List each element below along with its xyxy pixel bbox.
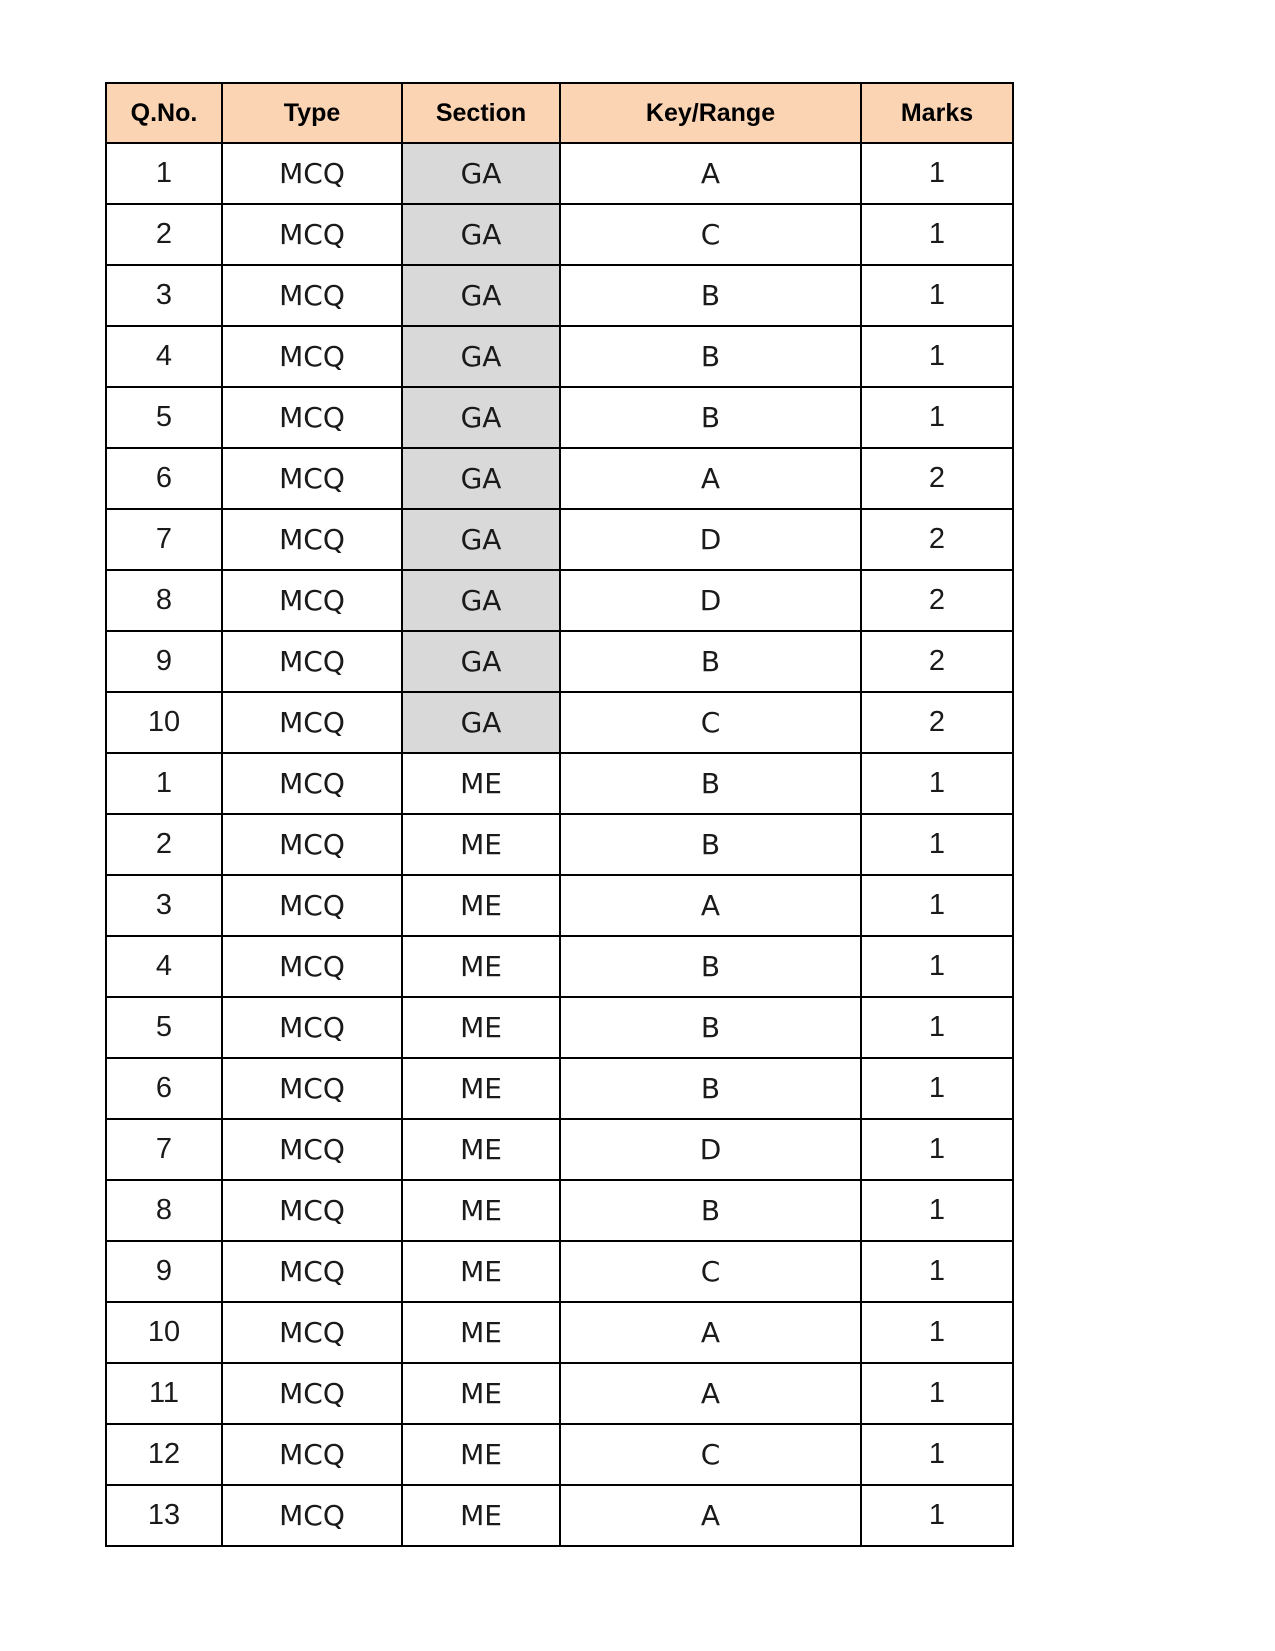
cell-type: MCQ <box>222 997 402 1058</box>
cell-key: B <box>560 326 861 387</box>
table-row <box>106 1485 1013 1546</box>
cell-qno: 9 <box>106 1241 222 1302</box>
cell-marks: 1 <box>861 936 1013 997</box>
cell-qno: 2 <box>106 204 222 265</box>
cell-key: C <box>560 1424 861 1485</box>
cell-section: ME <box>402 1241 560 1302</box>
cell-section: ME <box>402 936 560 997</box>
cell-qno: 5 <box>106 997 222 1058</box>
cell-section: ME <box>402 814 560 875</box>
table-header <box>106 83 1013 143</box>
cell-qno: 1 <box>106 753 222 814</box>
cell-key: A <box>560 448 861 509</box>
table-row <box>106 753 1013 814</box>
cell-qno: 6 <box>106 1058 222 1119</box>
cell-type: MCQ <box>222 509 402 570</box>
cell-section: GA <box>402 631 560 692</box>
cell-key: B <box>560 1180 861 1241</box>
cell-qno: 10 <box>106 1302 222 1363</box>
cell-marks: 1 <box>861 1241 1013 1302</box>
cell-qno: 9 <box>106 631 222 692</box>
table-row <box>106 814 1013 875</box>
cell-marks: 1 <box>861 814 1013 875</box>
cell-key: A <box>560 1485 861 1546</box>
cell-type: MCQ <box>222 814 402 875</box>
cell-type: MCQ <box>222 143 402 204</box>
table-row <box>106 692 1013 753</box>
cell-type: MCQ <box>222 387 402 448</box>
cell-qno: 10 <box>106 692 222 753</box>
table-row <box>106 265 1013 326</box>
cell-marks: 1 <box>861 387 1013 448</box>
table-row <box>106 1302 1013 1363</box>
cell-qno: 7 <box>106 1119 222 1180</box>
cell-section: GA <box>402 265 560 326</box>
cell-marks: 2 <box>861 631 1013 692</box>
cell-marks: 1 <box>861 1424 1013 1485</box>
cell-marks: 1 <box>861 1363 1013 1424</box>
cell-key: C <box>560 692 861 753</box>
cell-key: C <box>560 204 861 265</box>
header-type: Type <box>222 83 402 143</box>
cell-type: MCQ <box>222 1241 402 1302</box>
table-row <box>106 448 1013 509</box>
cell-marks: 1 <box>861 997 1013 1058</box>
cell-type: MCQ <box>222 875 402 936</box>
cell-section: ME <box>402 997 560 1058</box>
cell-key: D <box>560 570 861 631</box>
cell-qno: 13 <box>106 1485 222 1546</box>
cell-type: MCQ <box>222 1119 402 1180</box>
cell-key: B <box>560 753 861 814</box>
table-row <box>106 143 1013 204</box>
cell-marks: 1 <box>861 1180 1013 1241</box>
table-row <box>106 387 1013 448</box>
table-row <box>106 875 1013 936</box>
cell-qno: 8 <box>106 570 222 631</box>
cell-marks: 2 <box>861 570 1013 631</box>
cell-section: GA <box>402 326 560 387</box>
cell-type: MCQ <box>222 936 402 997</box>
cell-type: MCQ <box>222 204 402 265</box>
cell-marks: 1 <box>861 265 1013 326</box>
cell-marks: 1 <box>861 204 1013 265</box>
cell-section: ME <box>402 1424 560 1485</box>
table-row <box>106 326 1013 387</box>
cell-qno: 5 <box>106 387 222 448</box>
cell-section: ME <box>402 1119 560 1180</box>
cell-marks: 1 <box>861 1302 1013 1363</box>
cell-key: D <box>560 509 861 570</box>
cell-type: MCQ <box>222 570 402 631</box>
cell-section: ME <box>402 1180 560 1241</box>
table-body <box>106 143 1013 1546</box>
header-row <box>106 83 1013 143</box>
cell-marks: 1 <box>861 1119 1013 1180</box>
table-row <box>106 1363 1013 1424</box>
table-row <box>106 1058 1013 1119</box>
cell-type: MCQ <box>222 692 402 753</box>
cell-type: MCQ <box>222 1424 402 1485</box>
header-marks: Marks <box>861 83 1013 143</box>
cell-marks: 2 <box>861 509 1013 570</box>
cell-section: ME <box>402 1363 560 1424</box>
cell-section: GA <box>402 448 560 509</box>
cell-type: MCQ <box>222 265 402 326</box>
cell-qno: 1 <box>106 143 222 204</box>
answer-key-table <box>105 82 1014 1547</box>
cell-key: B <box>560 631 861 692</box>
table-row <box>106 570 1013 631</box>
header-section: Section <box>402 83 560 143</box>
cell-qno: 4 <box>106 936 222 997</box>
cell-section: GA <box>402 204 560 265</box>
cell-type: MCQ <box>222 631 402 692</box>
cell-type: MCQ <box>222 1058 402 1119</box>
cell-marks: 1 <box>861 326 1013 387</box>
header-key-range: Key/Range <box>560 83 861 143</box>
cell-type: MCQ <box>222 1180 402 1241</box>
cell-marks: 1 <box>861 1485 1013 1546</box>
cell-marks: 1 <box>861 143 1013 204</box>
cell-marks: 1 <box>861 753 1013 814</box>
cell-section: GA <box>402 387 560 448</box>
cell-section: GA <box>402 692 560 753</box>
cell-key: A <box>560 1302 861 1363</box>
cell-section: ME <box>402 1058 560 1119</box>
cell-section: GA <box>402 570 560 631</box>
cell-section: ME <box>402 875 560 936</box>
cell-key: A <box>560 1363 861 1424</box>
table-row <box>106 631 1013 692</box>
table-row <box>106 1241 1013 1302</box>
cell-key: A <box>560 875 861 936</box>
cell-key: D <box>560 1119 861 1180</box>
cell-key: B <box>560 265 861 326</box>
cell-key: B <box>560 387 861 448</box>
cell-qno: 4 <box>106 326 222 387</box>
table-row <box>106 509 1013 570</box>
header-qno: Q.No. <box>106 83 222 143</box>
cell-marks: 2 <box>861 448 1013 509</box>
table-row <box>106 936 1013 997</box>
cell-type: MCQ <box>222 326 402 387</box>
cell-section: ME <box>402 1485 560 1546</box>
cell-marks: 1 <box>861 1058 1013 1119</box>
cell-section: ME <box>402 753 560 814</box>
cell-type: MCQ <box>222 1363 402 1424</box>
table-row <box>106 204 1013 265</box>
cell-qno: 7 <box>106 509 222 570</box>
cell-section: GA <box>402 509 560 570</box>
cell-type: MCQ <box>222 1485 402 1546</box>
cell-type: MCQ <box>222 1302 402 1363</box>
cell-key: B <box>560 1058 861 1119</box>
table-row <box>106 1424 1013 1485</box>
cell-section: ME <box>402 1302 560 1363</box>
table-row <box>106 1119 1013 1180</box>
cell-qno: 12 <box>106 1424 222 1485</box>
cell-qno: 8 <box>106 1180 222 1241</box>
cell-qno: 3 <box>106 265 222 326</box>
cell-qno: 11 <box>106 1363 222 1424</box>
cell-key: A <box>560 143 861 204</box>
cell-key: C <box>560 1241 861 1302</box>
cell-type: MCQ <box>222 753 402 814</box>
cell-key: B <box>560 936 861 997</box>
cell-section: GA <box>402 143 560 204</box>
cell-type: MCQ <box>222 448 402 509</box>
cell-marks: 2 <box>861 692 1013 753</box>
table-row <box>106 997 1013 1058</box>
cell-key: B <box>560 997 861 1058</box>
cell-marks: 1 <box>861 875 1013 936</box>
cell-key: B <box>560 814 861 875</box>
cell-qno: 6 <box>106 448 222 509</box>
table-row <box>106 1180 1013 1241</box>
cell-qno: 2 <box>106 814 222 875</box>
cell-qno: 3 <box>106 875 222 936</box>
